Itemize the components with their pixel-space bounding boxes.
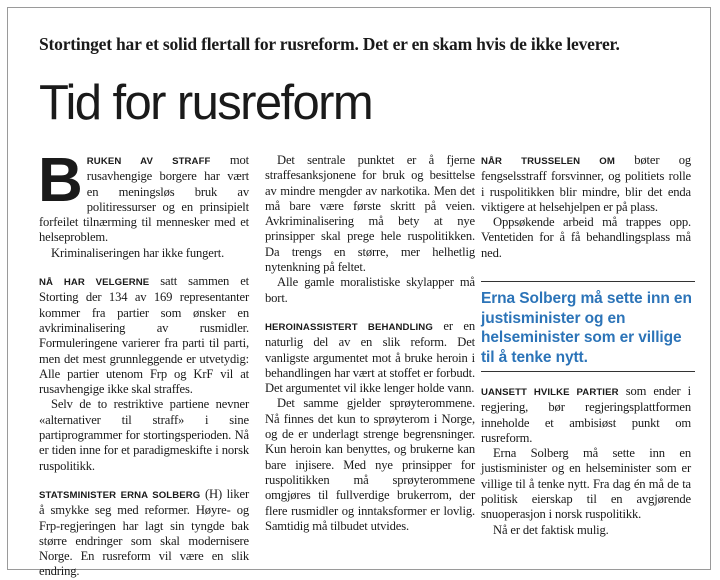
paragraph: [481, 153, 691, 215]
paragraph: [265, 319, 475, 396]
paragraph: Oppsøkende arbeid må trappes opp. Ventetiden for å få behandlingsplass må ned.: [481, 215, 691, 260]
pull-quote-text: Erna Solberg må sette inn en justisminister og en helseminister som er villige til å tenke nytt.: [481, 290, 692, 366]
paragraph: [38, 146, 249, 246]
kicker: Stortinget har et solid flertall for rusreform. Det er en skam hvis de ikke leverer.: [39, 34, 620, 54]
callout-rule-top: [481, 281, 695, 282]
paragraph-text: bøter og fengselsstraff forsvinner, og politiets rolle i ruspolitikken blir mindre, blir det enda viktigere at helsehjelpen er på plass.: [481, 153, 691, 214]
paragraph: [39, 487, 249, 580]
editorial-page: [7, 7, 711, 579]
paragraph: [481, 384, 691, 446]
column-3-lower: [481, 384, 691, 538]
lead-in: RUKEN AV STRAFF: [86, 156, 211, 167]
column-1: [38, 146, 250, 580]
paragraph: Selv de to restriktive partiene nevner «alternativer til straff» i sine partiprogrammer for stortingsperioden. Nå er tiden inne for et paradigmeskifte i norsk ruspolitikk.: [39, 397, 249, 473]
drop-cap: B: [38, 146, 81, 215]
callout-rule-bottom: [481, 371, 695, 372]
paragraph-text: (H) liker å smykke seg med reformer. Høyre- og Frp-regjeringen har lagt sin tyngde bak større endringer som skal modernisere Norge. En rusreform vil være en slik endring.: [39, 486, 250, 579]
headline: Tid for rusreform: [39, 76, 373, 130]
paragraph: Erna Solberg må sette inn en justisminister og en helseminister som er villige til å tenke nytt. Fra dag én må de ta politisk eierskap til en avgjørende snuoperasjon i norsk ruspolitikk.: [481, 446, 691, 522]
paragraph-text: satt sammen et Storting der 134 av 169 representanter kommer fra partier som ønsker en avkriminalisering av rusmidler. Formuleringene varierer fra parti til parti, men det mest grunnleggende er utvetydig: Alle partier utenom Frp og KrF vil at rusavhengige ikke skal straffes.: [39, 274, 249, 397]
paragraph: Nå er det faktisk mulig.: [493, 522, 609, 537]
lead-in: NÅ HAR VELGERNE: [39, 277, 150, 289]
paragraph-text: er en naturlig del av en slik reform. Det vanligste argumentet mot å bruke heroin i behandlingen har vært at stoffet er forbudt. Det argumentet vil ikke lenger holde vann.: [265, 318, 475, 396]
paragraph: Kriminaliseringen har ikke fungert.: [51, 245, 225, 260]
paragraph: [39, 274, 249, 397]
column-3: [481, 153, 691, 261]
pull-quote: [481, 289, 695, 367]
paragraph-text: som ender i regjering, bør regjeringsplattformen inneholde et ambisiøst punkt om rusreform.: [481, 384, 691, 445]
lead-in: HEROINASSISTERT BEHANDLING: [265, 321, 433, 333]
paragraph: Det samme gjelder sprøyterommene. Nå finnes det kun to sprøyterom i Norge, og de er underlagt strenge begrensninger. Kun heroin kan benyttes, og brukerne kan bare injisere. Med nye prinsipper for ruspolitikken må sprøyterommene omgjøres til fullverdige brukerrom, der flere rusmidler og inntaksformer er lovlig. Samtidig må tilbudet utvides.: [265, 396, 475, 533]
paragraph-text: mot rusavhengige borgere har vært en meningsløs bruk av politiressurser og en prinsipielt forfeilet tilnærming til mennesker med et helseproblem.: [39, 153, 249, 245]
lead-in: NÅR TRUSSELEN OM: [481, 156, 615, 167]
paragraph: Det sentrale punktet er å fjerne straffesanksjonene for bruk og besittelse av mindre mengder av narkotika. Men det må bare være første skritt på veien. Avkriminalisering må bety at nye prinsipper skal prege hele ruspolitikken. Da trengs en større, mer helhetlig nytenkning på feltet.: [265, 153, 475, 275]
column-2: [265, 153, 475, 534]
paragraph: Alle gamle moralistiske skylapper må bort.: [265, 275, 475, 305]
lead-in: UANSETT HVILKE PARTIER: [481, 387, 619, 398]
lead-in: STATSMINISTER ERNA SOLBERG: [39, 489, 201, 501]
